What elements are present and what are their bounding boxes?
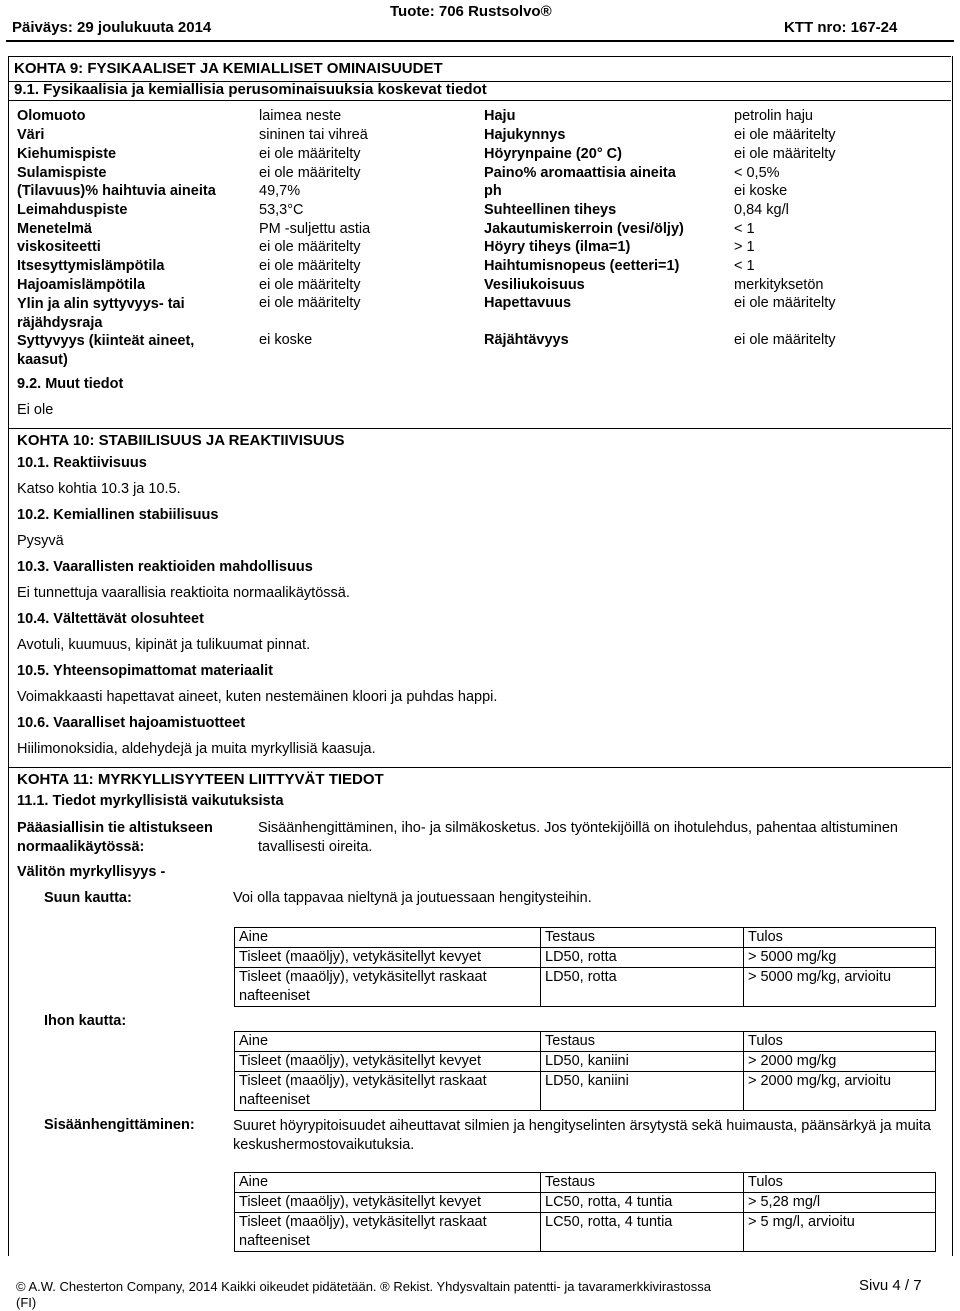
prop-label: Suhteellinen tiheys <box>484 202 617 218</box>
prop-label: Kiehumispiste <box>17 146 117 162</box>
prop-value: ei ole määritelty <box>259 277 361 293</box>
s10-heading: 10.3. Vaarallisten reaktioiden mahdollisuus <box>17 559 313 575</box>
prop-label: Sulamispiste <box>17 165 107 181</box>
exposure-label: Pääasiallisin tie altistukseen normaalikäytössä: <box>17 820 213 855</box>
table-cell: Tisleet (maaöljy), vetykäsitellyt raskaat nafteeniset <box>235 968 541 1007</box>
section11-title: KOHTA 11: MYRKYLLISYYTEEN LIITTYVÄT TIEDOT <box>17 771 384 788</box>
s10-text: Voimakkaasti hapettavat aineet, kuten nestemäinen kloori ja puhdas happi. <box>17 689 498 705</box>
prop-label: Hapettavuus <box>484 295 572 311</box>
prop-label: Leimahduspiste <box>17 202 128 218</box>
section11-subtitle: 11.1. Tiedot myrkyllisistä vaikutuksista <box>17 793 284 809</box>
other-info-heading: 9.2. Muut tiedot <box>17 376 124 392</box>
table-header-cell: Testaus <box>541 1173 744 1193</box>
exposure-text: Sisäänhengittäminen, iho- ja silmäkosketus. Jos työntekijöillä on ihotulehdus, pahentaa altistuminen tavallisesti oireita. <box>258 820 898 855</box>
table-row <box>235 948 936 968</box>
s10-heading: 10.2. Kemiallinen stabiilisuus <box>17 507 219 523</box>
table-cell: LC50, rotta, 4 tuntia <box>541 1193 744 1213</box>
table-cell: > 5000 mg/kg <box>744 948 936 968</box>
prop-label: Haju <box>484 108 516 124</box>
table-cell: > 2000 mg/kg <box>744 1052 936 1072</box>
header-date: Päiväys: 29 joulukuuta 2014 <box>12 19 212 36</box>
section9-title: KOHTA 9: FYSIKAALISET JA KEMIALLISET OMINAISUUDET <box>14 60 443 77</box>
table-header-row <box>235 1173 936 1193</box>
prop-label: Räjähtävyys <box>484 332 569 348</box>
prop-value: ei ole määritelty <box>734 332 836 348</box>
prop-label: Haihtumisnopeus (eetteri=1) <box>484 258 680 274</box>
s10-heading: 10.6. Vaaralliset hajoamistuotteet <box>17 715 246 731</box>
table-header-cell: Tulos <box>744 1032 936 1052</box>
section9-subtitle: 9.1. Fysikaalisia ja kemiallisia perusominaisuuksia koskevat tiedot <box>14 81 487 98</box>
prop-value: 0,84 kg/l <box>734 202 789 218</box>
prop-label: Hajukynnys <box>484 127 566 143</box>
prop-value: petrolin haju <box>734 108 813 124</box>
table-header-row <box>235 1032 936 1052</box>
table-cell: LD50, rotta <box>541 968 744 1007</box>
prop-label: Olomuoto <box>17 108 86 124</box>
table-header-cell: Aine <box>235 1173 541 1193</box>
prop-value: PM -suljettu astia <box>259 221 371 237</box>
prop-value: sininen tai vihreä <box>259 127 368 143</box>
prop-value: < 1 <box>734 258 755 274</box>
prop-value: ei ole määritelty <box>734 295 836 311</box>
table-cell: LD50, rotta <box>541 948 744 968</box>
prop-value: > 1 <box>734 239 755 255</box>
other-info-text: Ei ole <box>17 402 54 418</box>
table-cell: Tisleet (maaöljy), vetykäsitellyt raskaat nafteeniset <box>235 1213 541 1252</box>
prop-value: < 0,5% <box>734 165 780 181</box>
prop-label: Jakautumiskerroin (vesi/öljy) <box>484 221 684 237</box>
table-row <box>235 1193 936 1213</box>
table-cell: Tisleet (maaöljy), vetykäsitellyt kevyet <box>235 948 541 968</box>
oral-text: Voi olla tappavaa nieltynä ja joutuessaan hengitysteihin. <box>233 890 592 906</box>
prop-label: Itsesyttymislämpötila <box>17 258 165 274</box>
table-cell: > 5000 mg/kg, arvioitu <box>744 968 936 1007</box>
dermal-label: Ihon kautta: <box>44 1013 127 1029</box>
table-row <box>235 1052 936 1072</box>
prop-value: ei ole määritelty <box>259 258 361 274</box>
footer-language: (FI) <box>16 1295 37 1310</box>
prop-value: ei ole määritelty <box>259 146 361 162</box>
table-row <box>235 1072 936 1111</box>
table-cell: > 5,28 mg/l <box>744 1193 936 1213</box>
prop-value: ei ole määritelty <box>259 165 361 181</box>
table-cell: > 2000 mg/kg, arvioitu <box>744 1072 936 1111</box>
prop-value: 53,3°C <box>259 202 304 218</box>
header-product: Tuote: 706 Rustsolvo® <box>390 3 552 20</box>
s10-heading: 10.4. Vältettävät olosuhteet <box>17 611 204 627</box>
prop-value: < 1 <box>734 221 755 237</box>
table-header-cell: Aine <box>235 928 541 948</box>
section10-title: KOHTA 10: STABIILISUUS JA REAKTIIVISUUS <box>17 432 345 449</box>
prop-label: Menetelmä <box>17 221 92 237</box>
prop-label: (Tilavuus)% haihtuvia aineita <box>17 183 216 199</box>
prop-value: ei koske <box>259 332 313 348</box>
inhalation-label: Sisäänhengittäminen: <box>44 1117 195 1133</box>
s10-text: Ei tunnettuja vaarallisia reaktioita normaalikäytössä. <box>17 585 350 601</box>
table-header-cell: Testaus <box>541 928 744 948</box>
prop-value: ei ole määritelty <box>734 146 836 162</box>
inhalation-text: Suuret höyrypitoisuudet aiheuttavat silmien ja hengityselinten ärsytystä sekä huimausta, päänsärkyä ja muita keskushermostovaikutuksia. <box>233 1118 931 1153</box>
table-row <box>235 1213 936 1252</box>
oral-toxicity-table <box>234 927 936 1007</box>
s10-heading: 10.5. Yhteensopimattomat materiaalit <box>17 663 273 679</box>
s10-text: Katso kohtia 10.3 ja 10.5. <box>17 481 181 497</box>
table-cell: > 5 mg/l, arvioitu <box>744 1213 936 1252</box>
acute-toxicity-label: Välitön myrkyllisyys - <box>17 864 166 880</box>
prop-label: Höyry tiheys (ilma=1) <box>484 239 631 255</box>
s10-heading: 10.1. Reaktiivisuus <box>17 455 147 471</box>
prop-value: ei ole määritelty <box>259 295 361 311</box>
prop-label: Väri <box>17 127 45 143</box>
header-ktt: KTT nro: 167-24 <box>784 19 898 36</box>
prop-label: Vesiliukoisuus <box>484 277 585 293</box>
table-cell: LD50, kaniini <box>541 1072 744 1111</box>
prop-value: laimea neste <box>259 108 342 124</box>
prop-value: merkityksetön <box>734 277 824 293</box>
prop-label: Höyrynpaine (20° C) <box>484 146 622 162</box>
table-row <box>235 968 936 1007</box>
prop-label: Hajoamislämpötila <box>17 277 146 293</box>
prop-label: Paino% aromaattisia aineita <box>484 165 676 181</box>
oral-label: Suun kautta: <box>44 890 132 906</box>
prop-label: Ylin ja alin syttyvyys- tai räjähdysraja <box>17 296 185 331</box>
inhalation-toxicity-table <box>234 1172 936 1252</box>
prop-value: ei ole määritelty <box>734 127 836 143</box>
table-header-row <box>235 928 936 948</box>
s10-text: Hiilimonoksidia, aldehydejä ja muita myrkyllisiä kaasuja. <box>17 741 376 757</box>
prop-value: ei ole määritelty <box>259 239 361 255</box>
prop-label: Syttyvyys (kiinteät aineet, kaasut) <box>17 333 195 368</box>
s10-text: Pysyvä <box>17 533 64 549</box>
page-number: Sivu 4 / 7 <box>859 1277 922 1294</box>
prop-label: ph <box>484 183 502 199</box>
footer-copyright: © A.W. Chesterton Company, 2014 Kaikki oikeudet pidätetään. ® Rekist. Yhdysvaltain patentti- ja tavaramerkkivirastossa <box>16 1279 712 1294</box>
table-cell: Tisleet (maaöljy), vetykäsitellyt kevyet <box>235 1193 541 1213</box>
prop-value: ei koske <box>734 183 788 199</box>
dermal-toxicity-table <box>234 1031 936 1111</box>
header-rule <box>6 40 954 42</box>
table-header-cell: Testaus <box>541 1032 744 1052</box>
prop-value: 49,7% <box>259 183 301 199</box>
table-header-cell: Aine <box>235 1032 541 1052</box>
table-cell: LC50, rotta, 4 tuntia <box>541 1213 744 1252</box>
table-header-cell: Tulos <box>744 1173 936 1193</box>
table-cell: Tisleet (maaöljy), vetykäsitellyt raskaat nafteeniset <box>235 1072 541 1111</box>
table-header-cell: Tulos <box>744 928 936 948</box>
prop-label: viskositeetti <box>17 239 101 255</box>
table-cell: Tisleet (maaöljy), vetykäsitellyt kevyet <box>235 1052 541 1072</box>
s10-text: Avotuli, kuumuus, kipinät ja tulikuumat pinnat. <box>17 637 311 653</box>
table-cell: LD50, kaniini <box>541 1052 744 1072</box>
